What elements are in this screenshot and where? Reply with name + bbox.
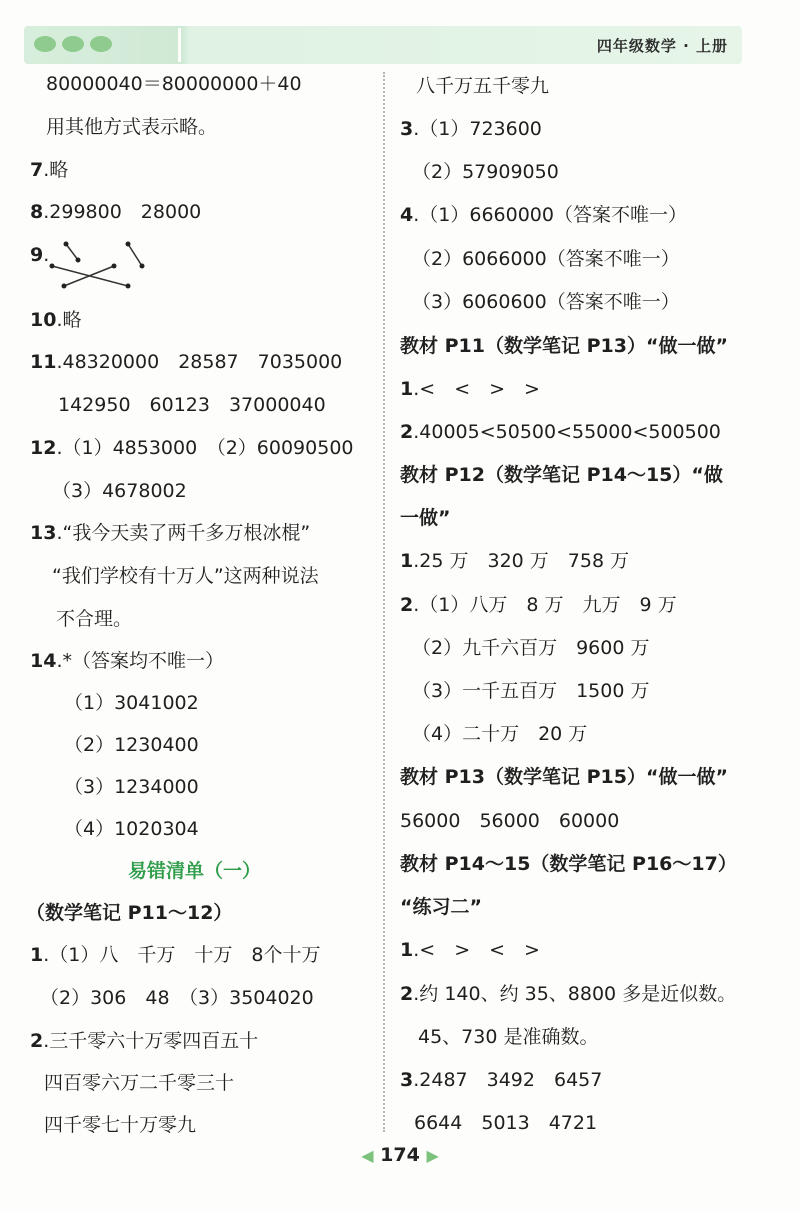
answer-line: 四千零七十万零九 (44, 1114, 197, 1136)
answer-b2 (400, 592, 677, 618)
question-number: 14 (30, 650, 57, 672)
header-separator (178, 28, 181, 62)
question-number: 10 (30, 309, 57, 331)
answer-line: 用其他方式表示略。 (46, 116, 218, 138)
answer-text: . (43, 244, 50, 266)
textbook-heading: 一做” (400, 507, 451, 529)
question-number: 8 (30, 201, 44, 223)
answer-text: .40005<50500<55000<500500 (413, 421, 721, 443)
answer-a1 (400, 376, 540, 402)
page-footer (0, 1144, 800, 1166)
textbook-heading: 教材 P12（数学笔记 P14～15）“做 (400, 464, 723, 486)
answer-line: （3）6060600（答案不唯一） (412, 291, 680, 313)
question-number: 2 (30, 1030, 44, 1052)
answer-text: .（1）八万 8 万 九万 9 万 (413, 594, 677, 616)
answer-line: 142950 60123 37000040 (58, 394, 326, 416)
answer-text: .略 (43, 159, 69, 181)
answer-q12 (30, 435, 354, 461)
answer-line: 45、730 是准确数。 (418, 1026, 599, 1048)
answer-text: .（1）6660000（答案不唯一） (413, 204, 687, 226)
page-header (24, 26, 742, 64)
match-line (64, 266, 114, 286)
question-number: 1 (400, 550, 414, 572)
answer-line: （3）1234000 (64, 776, 199, 798)
answer-line: （4）二十万 20 万 (412, 723, 588, 745)
section-title: 易错清单（一） (128, 860, 262, 882)
answer-text: .（1）4853000 （2）60090500 (56, 437, 354, 459)
answer-a2 (400, 419, 721, 445)
match-dot (140, 264, 145, 269)
left-arrow-icon: ◀ (361, 1146, 374, 1165)
match-dot (126, 242, 131, 247)
answer-text: .约 140、约 35、8800 多是近似数。 (413, 983, 737, 1005)
answer-b1 (400, 548, 629, 574)
answer-q10 (30, 307, 82, 333)
answer-line: （2）57909050 (412, 161, 559, 183)
right-arrow-icon: ▶ (426, 1146, 439, 1165)
green-dot-icon (34, 36, 56, 52)
answer-q14 (30, 648, 224, 674)
answer-text: .25 万 320 万 758 万 (413, 550, 630, 572)
matching-lines-diagram (44, 236, 154, 292)
answer-line: 80000040＝80000000＋40 (46, 73, 302, 95)
question-number: 13 (30, 522, 57, 544)
answer-line: （2）306 48 （3）3504020 (40, 987, 314, 1009)
answer-line: （2）6066000（答案不唯一） (412, 248, 680, 270)
answer-line: （4）1020304 (64, 818, 199, 840)
answer-line: （3）4678002 (52, 480, 187, 502)
answer-d1 (400, 937, 540, 963)
match-dot (62, 284, 67, 289)
question-number: 12 (30, 437, 57, 459)
question-number: 4 (400, 204, 414, 226)
answer-text: .< < > > (413, 378, 540, 400)
answer-q13 (30, 520, 310, 546)
section-subtitle: （数学笔记 P11～12） (26, 902, 233, 924)
question-number: 3 (400, 118, 414, 140)
answer-line: 6644 5013 4721 (414, 1112, 598, 1134)
match-dot (126, 284, 131, 289)
answer-text: .< > < > (413, 939, 540, 961)
answer-line: （3）一千五百万 1500 万 (412, 680, 650, 702)
match-dot (64, 242, 69, 247)
answer-q11 (30, 349, 342, 375)
answer-e1 (30, 942, 320, 968)
textbook-heading: 教材 P13（数学笔记 P15）“做一做” (400, 766, 728, 788)
answer-q8 (30, 199, 201, 225)
question-number: 2 (400, 983, 414, 1005)
question-number: 1 (30, 944, 44, 966)
match-line (66, 244, 78, 260)
answer-r3 (400, 116, 542, 142)
question-number: 1 (400, 939, 414, 961)
answer-line: 四百零六万二千零三十 (44, 1072, 235, 1094)
book-title: 四年级数学 · 上册 (596, 37, 728, 55)
question-number: 1 (400, 378, 414, 400)
answer-text: .2487 3492 6457 (413, 1069, 603, 1091)
question-number: 2 (400, 594, 414, 616)
answer-line: 56000 56000 60000 (400, 810, 620, 832)
question-number: 11 (30, 351, 57, 373)
green-dot-icon (62, 36, 84, 52)
answer-line: （2）九千六百万 9600 万 (412, 637, 650, 659)
answer-line: 八千万五千零九 (416, 75, 550, 97)
textbook-heading: 教材 P11（数学笔记 P13）“做一做” (400, 335, 728, 357)
answer-line: “我们学校有十万人”这两种说法 (52, 565, 319, 587)
answer-text: .（1）八 千万 十万 8个十万 (43, 944, 321, 966)
match-dot (50, 264, 55, 269)
answer-e2 (30, 1028, 258, 1054)
question-number: 3 (400, 1069, 414, 1091)
answer-text: .*（答案均不唯一） (56, 650, 224, 672)
column-divider (383, 72, 385, 1132)
page-number: 174 (380, 1144, 420, 1166)
answer-d3 (400, 1067, 602, 1093)
textbook-heading: “练习二” (400, 896, 482, 918)
answer-text: .略 (56, 309, 82, 331)
answer-text: .299800 28000 (43, 201, 202, 223)
answer-line: （1）3041002 (64, 692, 199, 714)
question-number: 2 (400, 421, 414, 443)
answer-line: （2）1230400 (64, 734, 199, 756)
match-dot (76, 258, 81, 263)
green-dot-icon (90, 36, 112, 52)
answer-q7 (30, 157, 68, 183)
answer-text: .（1）723600 (413, 118, 542, 140)
question-number: 9 (30, 244, 44, 266)
answer-text: .“我今天卖了两千多万根冰棍” (56, 522, 311, 544)
answer-text: .48320000 28587 7035000 (56, 351, 343, 373)
match-dot (112, 264, 117, 269)
answer-d2 (400, 981, 736, 1007)
match-line (128, 244, 142, 266)
question-number: 7 (30, 159, 44, 181)
answer-r4 (400, 202, 687, 228)
answer-line: 不合理。 (56, 608, 133, 630)
answer-text: .三千零六十万零四百五十 (43, 1030, 259, 1052)
textbook-heading: 教材 P14～15（数学笔记 P16～17） (400, 853, 737, 875)
